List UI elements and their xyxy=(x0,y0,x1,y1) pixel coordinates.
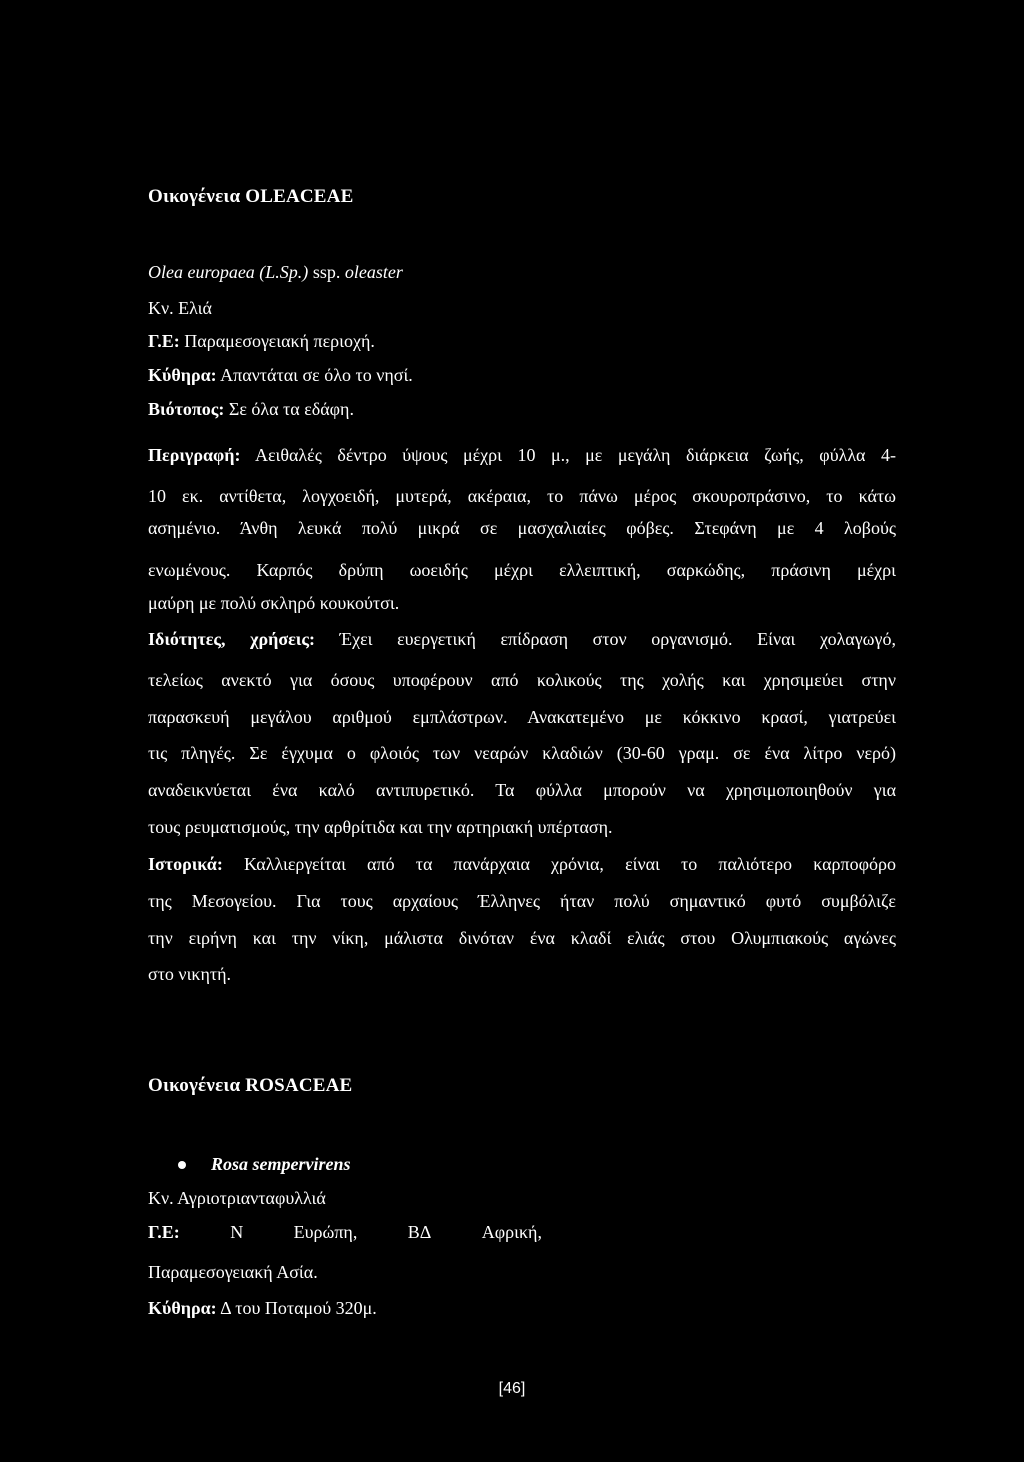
kythira-line-rosa xyxy=(148,1298,377,1319)
ge-label: Γ.Ε: xyxy=(148,331,180,351)
species-binomial: Olea europaea (L.Sp.) xyxy=(148,262,309,282)
history-label: Ιστορικά: xyxy=(148,854,223,874)
description-line-2: 10 εκ. αντίθετα, λογχοειδή, μυτερά, ακέραια, το πάνω μέρος σκουροπράσινο, το κάτω xyxy=(148,486,896,506)
species-subspecies: oleaster xyxy=(344,262,403,282)
properties-line-4: τις πληγές. Σε έγχυμα ο φλοιός των νεαρών κλαδιών (30-60 γραμ. σε ένα λίτρο νερό) xyxy=(148,743,896,763)
family-heading-rosaceae: Οικογένεια ROSACEAE xyxy=(148,1075,353,1096)
kythira-line-olea xyxy=(148,365,413,386)
common-name-olea: Κν. Ελιά xyxy=(148,298,212,318)
ge-line-olea xyxy=(148,331,375,352)
ge-word-4: Αφρική, xyxy=(481,1222,542,1242)
description-line-1 xyxy=(148,445,896,466)
kythira-label: Κύθηρα: xyxy=(148,365,217,385)
description-line-3: ασημένιο. Άνθη λευκά πολύ μικρά σε μασχαλιαίες φόβες. Στεφάνη με 4 λοβούς xyxy=(148,518,896,538)
habitat-text: Σε όλα τα εδάφη. xyxy=(224,399,354,419)
ge-word-2: Ευρώπη, xyxy=(293,1222,358,1242)
history-line-4: στο νικητή. xyxy=(148,964,232,984)
properties-line-5: αναδεικνύεται ένα καλό αντιπυρετικό. Τα φύλλα μπορούν να χρησιμοποιηθούν για xyxy=(148,780,896,800)
ge-word-3: ΒΔ xyxy=(407,1222,432,1242)
species-name-rosa: Rosa sempervirens xyxy=(211,1154,351,1174)
kythira-text: Απαντάται σε όλο το νησί. xyxy=(216,365,413,385)
properties-line-3: παρασκευή μεγάλου αριθμού εμπλάστρων. Ανακατεμένο με κόκκινο κρασί, γιατρεύει xyxy=(148,707,896,727)
history-line-3: την ειρήνη και την νίκη, μάλιστα δινόταν ένα κλαδί ελιάς στου Ολυμπιακούς αγώνες xyxy=(148,928,896,948)
history-line-2: της Μεσογείου. Για τους αρχαίους Έλληνες ήταν πολύ σημαντικό φυτό συμβόλιζε xyxy=(148,891,896,911)
species-name-olea xyxy=(148,262,403,283)
description-line-4: ενωμένους. Καρπός δρύπη ωοειδής μέχρι ελλειπτική, σαρκώδης, πράσινη μέχρι xyxy=(148,560,896,580)
properties-label: Ιδιότητες, χρήσεις: xyxy=(148,629,315,649)
properties-line-1 xyxy=(148,629,896,650)
history-text-1: Καλλιεργείται από τα πανάρχαια χρόνια, είναι το παλιότερο καρποφόρο xyxy=(222,854,896,874)
kythira-label-rosa: Κύθηρα: xyxy=(148,1298,217,1318)
properties-text-1: Έχει ευεργετική επίδραση στον οργανισμό. Είναι χολαγωγό, xyxy=(314,629,896,649)
ge-line-rosa-2: Παραμεσογειακή Ασία. xyxy=(148,1262,318,1282)
history-line-1 xyxy=(148,854,896,875)
description-text-1: Αειθαλές δέντρο ύψους μέχρι 10 μ., με μεγάλη διάρκεια ζωής, φύλλα 4- xyxy=(240,445,896,465)
page-number: [46] xyxy=(498,1380,526,1397)
kythira-text-rosa: Δ του Ποταμού 320μ. xyxy=(216,1298,377,1318)
ge-word-1: Ν xyxy=(230,1222,244,1242)
properties-line-2: τελείως ανεκτό για όσους υποφέρουν από κολικούς της χολής και χρησιμεύει στην xyxy=(148,670,896,690)
species-ssp: ssp. xyxy=(308,262,345,282)
bullet-icon xyxy=(178,1161,186,1169)
ge-line-rosa xyxy=(148,1222,542,1243)
ge-label-rosa: Γ.Ε: xyxy=(148,1222,180,1242)
family-heading-oleaceae: Οικογένεια OLEACEAE xyxy=(148,186,354,207)
habitat-label: Βιότοπος: xyxy=(148,399,225,419)
properties-line-6: τους ρευματισμούς, την αρθρίτιδα και την αρτηριακή υπέρταση. xyxy=(148,817,613,837)
common-name-rosa: Κν. Αγριοτριανταφυλλιά xyxy=(148,1188,326,1208)
description-line-5: μαύρη με πολύ σκληρό κουκούτσι. xyxy=(148,593,400,613)
habitat-line-olea xyxy=(148,399,354,420)
ge-text: Παραμεσογειακή περιοχή. xyxy=(179,331,375,351)
description-label: Περιγραφή: xyxy=(148,445,241,465)
